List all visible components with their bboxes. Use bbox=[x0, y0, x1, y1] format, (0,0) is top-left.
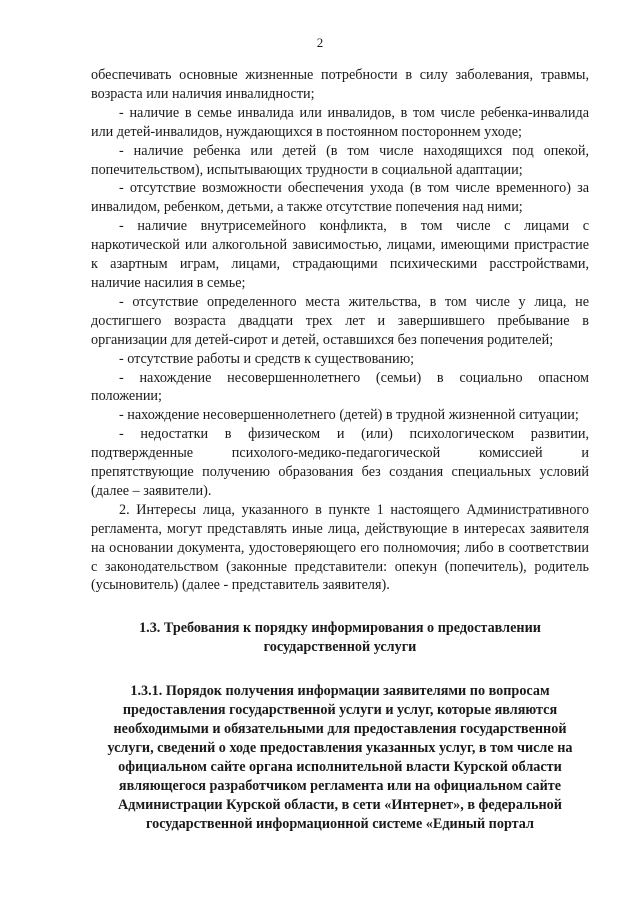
list-item-family-conflict: - наличие внутрисемейного конфликта, в том числе с лицами с наркотической или алкогольной зависимостью, лицами, имеющими пристрастие к азартным играм, лицами, страдающими психическими расстройствами, наличие насилия в семье; bbox=[91, 218, 589, 291]
subsection-heading: 1.3.1. Порядок получения информации заявителями по вопросам предоставления государственной услуги и услуг, которые являются необходимыми и обязательными для предоставления государственной услуги, сведений о ходе предоставления указанных услуг, в том числе на официальном сайте органа исполнительной власти Курской области являющегося разработчиком регламента или на официальном сайте Администрации Курской области, в сети «Интернет», в федеральной государственной информационной системе «Единый портал bbox=[107, 683, 573, 832]
section-heading: 1.3. Требования к порядку информирования о предоставлении государственной услуги bbox=[139, 620, 541, 656]
list-item-no-work: - отсутствие работы и средств к существованию; bbox=[119, 350, 415, 367]
list-item-no-care-possibility: - отсутствие возможности обеспечения ухода (в том числе временного) за инвалидом, ребенком, детьми, а также отсутствие попечения над ними; bbox=[91, 180, 589, 216]
document-body bbox=[91, 66, 589, 833]
list-item-disabled-family-member: - наличие в семье инвалида или инвалидов, в том числе ребенка-инвалида или детей-инвалидов, нуждающихся в постоянном постороннем уходе; bbox=[91, 104, 589, 140]
page-number: 2 bbox=[316, 35, 324, 50]
list-item-child-social-adaptation: - наличие ребенка или детей (в том числе находящихся под опекой, попечительством), испытывающих трудности в социальной адаптации; bbox=[91, 142, 589, 178]
paragraph-representatives: 2. Интересы лица, указанного в пункте 1 настоящего Административного регламента, могут представлять иные лица, действующие в интересах заявителя на основании документа, удостоверяющего его полномочия; либо в соответствии с законодательством (законные представители: опекун (попечитель), родитель (усыновитель) (далее - представитель заявителя). bbox=[91, 501, 589, 594]
paragraph-continuation: обеспечивать основные жизненные потребности в силу заболевания, травмы, возраста или наличия инвалидности; bbox=[91, 67, 589, 102]
list-item-development-deficiencies: - недостатки в физическом и (или) психологическом развитии, подтвержденные психолого-медико-педагогической комиссией и препятствующие получению образования без создания специальных условий (далее – заявители). bbox=[91, 426, 589, 499]
list-item-minor-dangerous-situation: - нахождение несовершеннолетнего (семьи) в социально опасном положении; bbox=[91, 369, 589, 405]
list-item-minor-difficult-situation: - нахождение несовершеннолетнего (детей) в трудной жизненной ситуации; bbox=[119, 407, 579, 424]
list-item-no-residence: - отсутствие определенного места жительства, в том числе у лица, не достигшего возраста двадцати трех лет и завершившего пребывание в организации для детей-сирот и детей, оставшихся без попечения родителей; bbox=[91, 293, 589, 348]
